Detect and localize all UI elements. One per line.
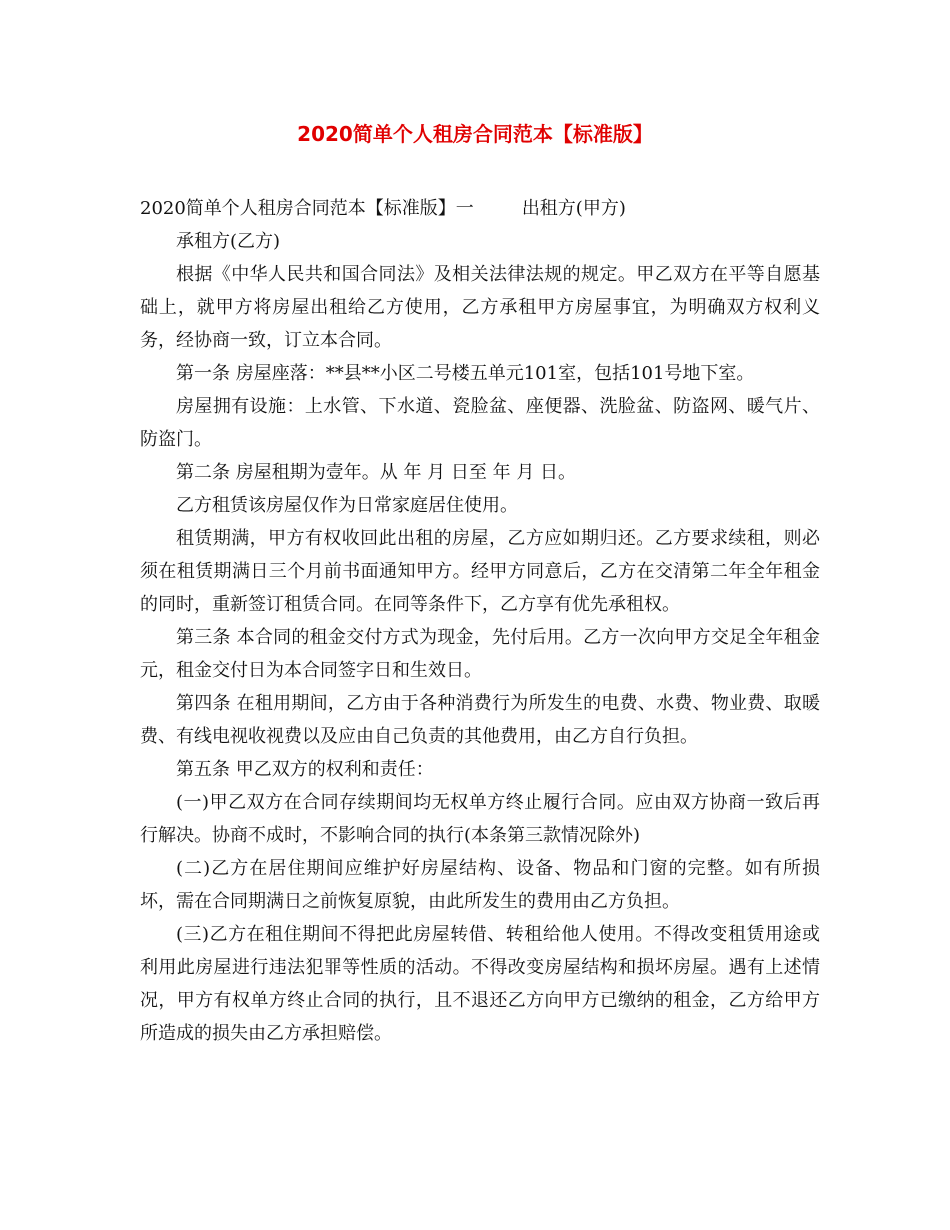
paragraph-article-1: 第一条 房屋座落：**县**小区二号楼五单元101室，包括101号地下室。 <box>176 363 755 384</box>
heading-line <box>140 192 820 225</box>
paragraph-facilities: 房屋拥有设施：上水管、下水道、瓷脸盆、座便器、洗脸盆、防盗网、暖气片、防盗门。 <box>140 396 820 450</box>
paragraph-usage: 乙方租赁该房屋仅作为日常家庭居住使用。 <box>176 495 518 516</box>
heading-prefix: 2020简单个人租房合同范本【标准版】一 <box>140 198 474 219</box>
paragraph-lessee: 承租方(乙方) <box>176 231 281 252</box>
document-title: 2020简单个人租房合同范本【标准版】 <box>297 122 653 146</box>
document-body <box>140 192 820 1050</box>
paragraph-article-3: 第三条 本合同的租金交付方式为现金，先付后用。乙方一次向甲方交足全年租金 元，租金交付日为本合同签字日和生效日。 <box>140 627 820 681</box>
paragraph-article-4: 第四条 在租用期间，乙方由于各种消费行为所发生的电费、水费、物业费、取暖费、有线电视收视费以及应由自己负责的其他费用，由乙方自行负担。 <box>140 693 820 747</box>
paragraph-preamble: 根据《中华人民共和国合同法》及相关法律法规的规定。甲乙双方在平等自愿基础上，就甲方将房屋出租给乙方使用，乙方承租甲方房屋事宜，为明确双方权利义务，经协商一致，订立本合同。 <box>140 264 820 351</box>
paragraph-clause-3: (三)乙方在租住期间不得把此房屋转借、转租给他人使用。不得改变租赁用途或利用此房屋进行违法犯罪等性质的活动。不得改变房屋结构和损坏房屋。遇有上述情况，甲方有权单方终止合同的执行，且不退还乙方向甲方已缴纳的租金，乙方给甲方所造成的损失由乙方承担赔偿。 <box>140 924 820 1044</box>
paragraph-article-2: 第二条 房屋租期为壹年。从 年 月 日至 年 月 日。 <box>176 462 577 483</box>
lessor-label: 出租方(甲方) <box>521 198 626 219</box>
paragraph-clause-2: (二)乙方在居住期间应维护好房屋结构、设备、物品和门窗的完整。如有所损坏，需在合同期满日之前恢复原貌，由此所发生的费用由乙方负担。 <box>140 858 820 912</box>
paragraph-renewal: 租赁期满，甲方有权收回此出租的房屋，乙方应如期归还。乙方要求续租，则必须在租赁期满日三个月前书面通知甲方。经甲方同意后，乙方在交清第二年全年租金的同时，重新签订租赁合同。在同等条件下，乙方享有优先承租权。 <box>140 528 820 615</box>
paragraph-clause-1: (一)甲乙双方在合同存续期间均无权单方终止履行合同。应由双方协商一致后再行解决。协商不成时，不影响合同的执行(本条第三款情况除外) <box>140 792 820 846</box>
paragraph-article-5: 第五条 甲乙双方的权利和责任： <box>176 759 434 780</box>
